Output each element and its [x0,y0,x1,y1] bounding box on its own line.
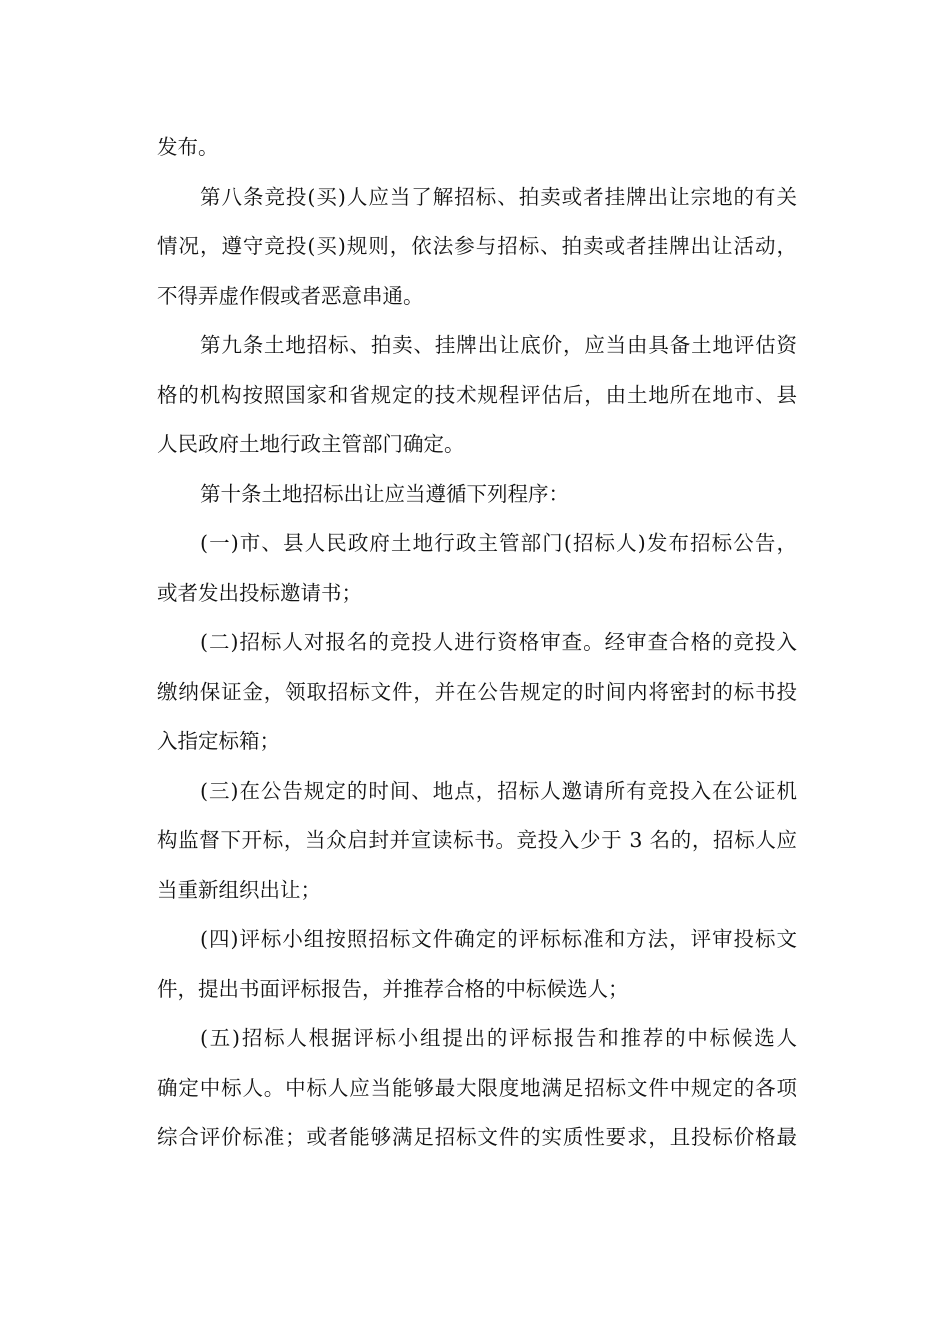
text-line: (一)市、县人民政府土地行政主管部门(招标人)发布招标公告， [200,531,797,555]
paragraph-item-2 [157,623,797,772]
text-line: 缴纳保证金，领取招标文件，并在公告规定的时间内将密封的标书投 [157,679,797,704]
text-line: (四)评标小组按照招标文件确定的评标标准和方法，评审投标文 [200,927,797,951]
text-line: 不得弄虚作假或者恶意串通。 [157,283,424,308]
text-line: 入指定标箱； [157,729,280,753]
text-line: 第九条土地招标、拍卖、挂牌出让底价，应当由具备土地评估资 [200,333,797,357]
paragraph-item-5 [157,1019,797,1168]
text-line: 件，提出书面评标报告，并推荐合格的中标候选人； [157,976,629,1001]
text-line: 确定中标人。中标人应当能够最大限度地满足招标文件中规定的各项 [157,1075,797,1100]
paragraph-article-9 [157,326,797,475]
text-line: (三)在公告规定的时间、地点，招标人邀请所有竞投入在公证机 [200,778,797,803]
text-line: 第八条竞投(买)人应当了解招标、拍卖或者挂牌出让宗地的有关 [200,184,797,209]
text-line: 当重新组织出让； [157,877,321,902]
text-line: 或者发出投标邀请书； [157,580,362,605]
text-line: (五)招标人根据评标小组提出的评标报告和推荐的中标候选人 [200,1026,797,1050]
paragraph-article-8 [157,178,797,327]
paragraph-item-3 [157,772,797,921]
document-body [157,128,797,1168]
paragraph-article-10 [157,475,797,525]
text-line: (二)招标人对报名的竞投人进行资格审查。经审查合格的竞投入 [200,630,797,654]
paragraph-continuation [157,128,797,178]
paragraph-item-1 [157,524,797,623]
text-line: 情况，遵守竞投(买)规则，依法参与招标、拍卖或者挂牌出让活动， [157,234,797,258]
text-line: 格的机构按照国家和省规定的技术规程评估后，由土地所在地市、县 [157,382,797,407]
text-line: 构监督下开标，当众启封并宣读标书。竞投入少于 3 名的，招标人应 [157,828,797,852]
text-line: 发布。 [157,135,219,159]
text-line: 人民政府土地行政主管部门确定。 [157,432,465,456]
paragraph-item-4 [157,920,797,1019]
text-line: 综合评价标准；或者能够满足招标文件的实质性要求，且投标价格最 [157,1125,797,1149]
text-line: 第十条土地招标出让应当遵循下列程序： [200,481,569,506]
